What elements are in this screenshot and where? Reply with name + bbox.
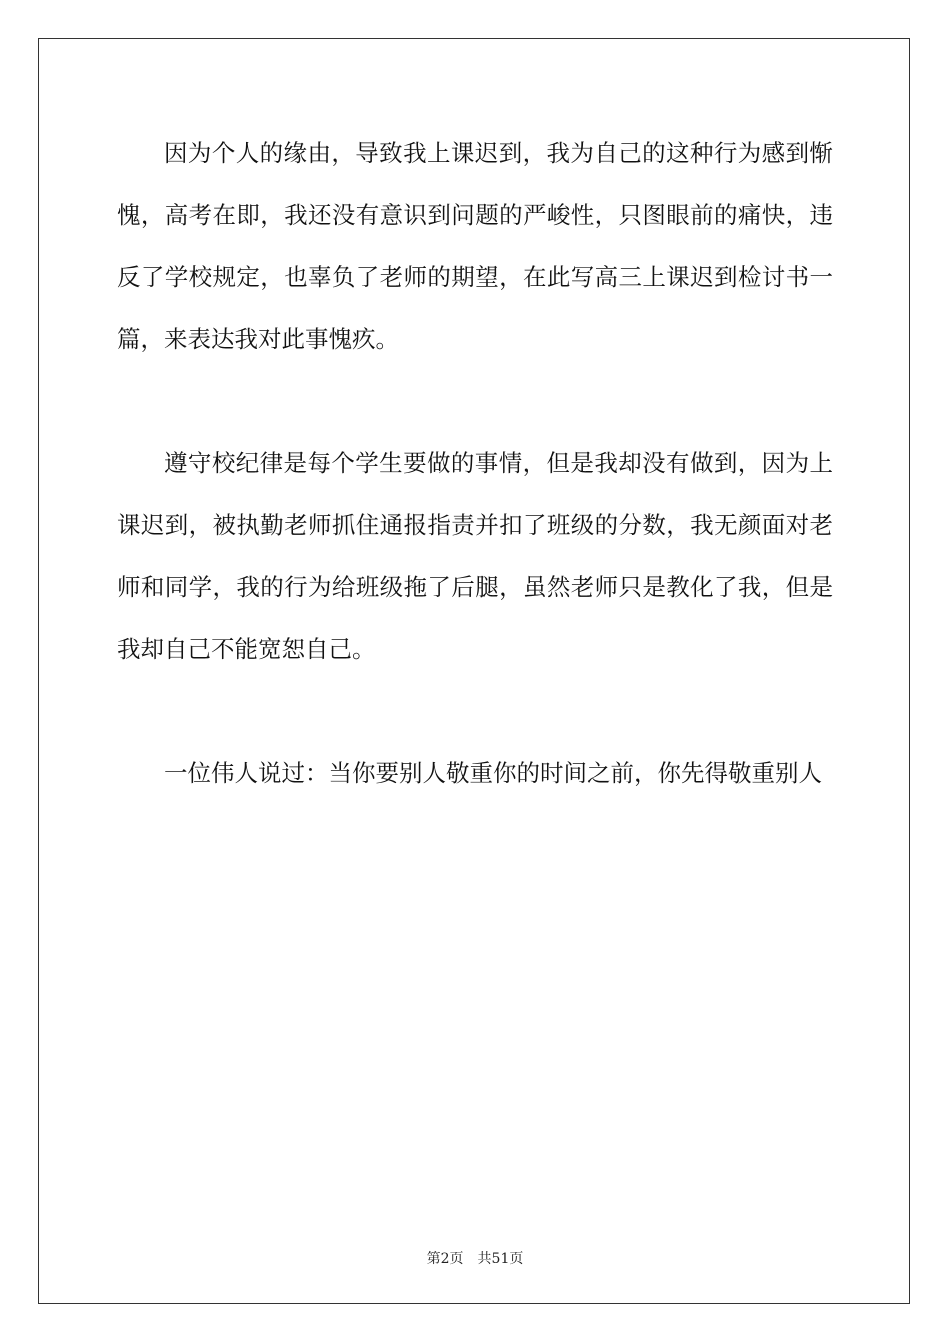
page-number: 第2页 — [426, 1251, 464, 1267]
page-total: 共51页 — [477, 1251, 524, 1267]
paragraph-2: 遵守校纪律是每个学生要做的事情，但是我却没有做到，因为上课迟到，被执勤老师抓住通报指责并扣了班级的分数，我无颜面对老师和同学，我的行为给班级拖了后腿，虽然老师只是教化了我，但是我却自己不能宽恕自己。 — [117, 449, 833, 663]
page-footer — [0, 1248, 950, 1268]
document-body — [117, 122, 833, 866]
paragraph-1: 因为个人的缘由，导致我上课迟到，我为自己的这种行为感到惭愧，高考在即，我还没有意识到问题的严峻性，只图眼前的痛快，违反了学校规定，也辜负了老师的期望，在此写高三上课迟到检讨书一篇，来表达我对此事愧疚。 — [117, 139, 833, 353]
paragraph-3: 一位伟人说过：当你要别人敬重你的时间之前，你先得敬重别人 — [164, 759, 822, 787]
